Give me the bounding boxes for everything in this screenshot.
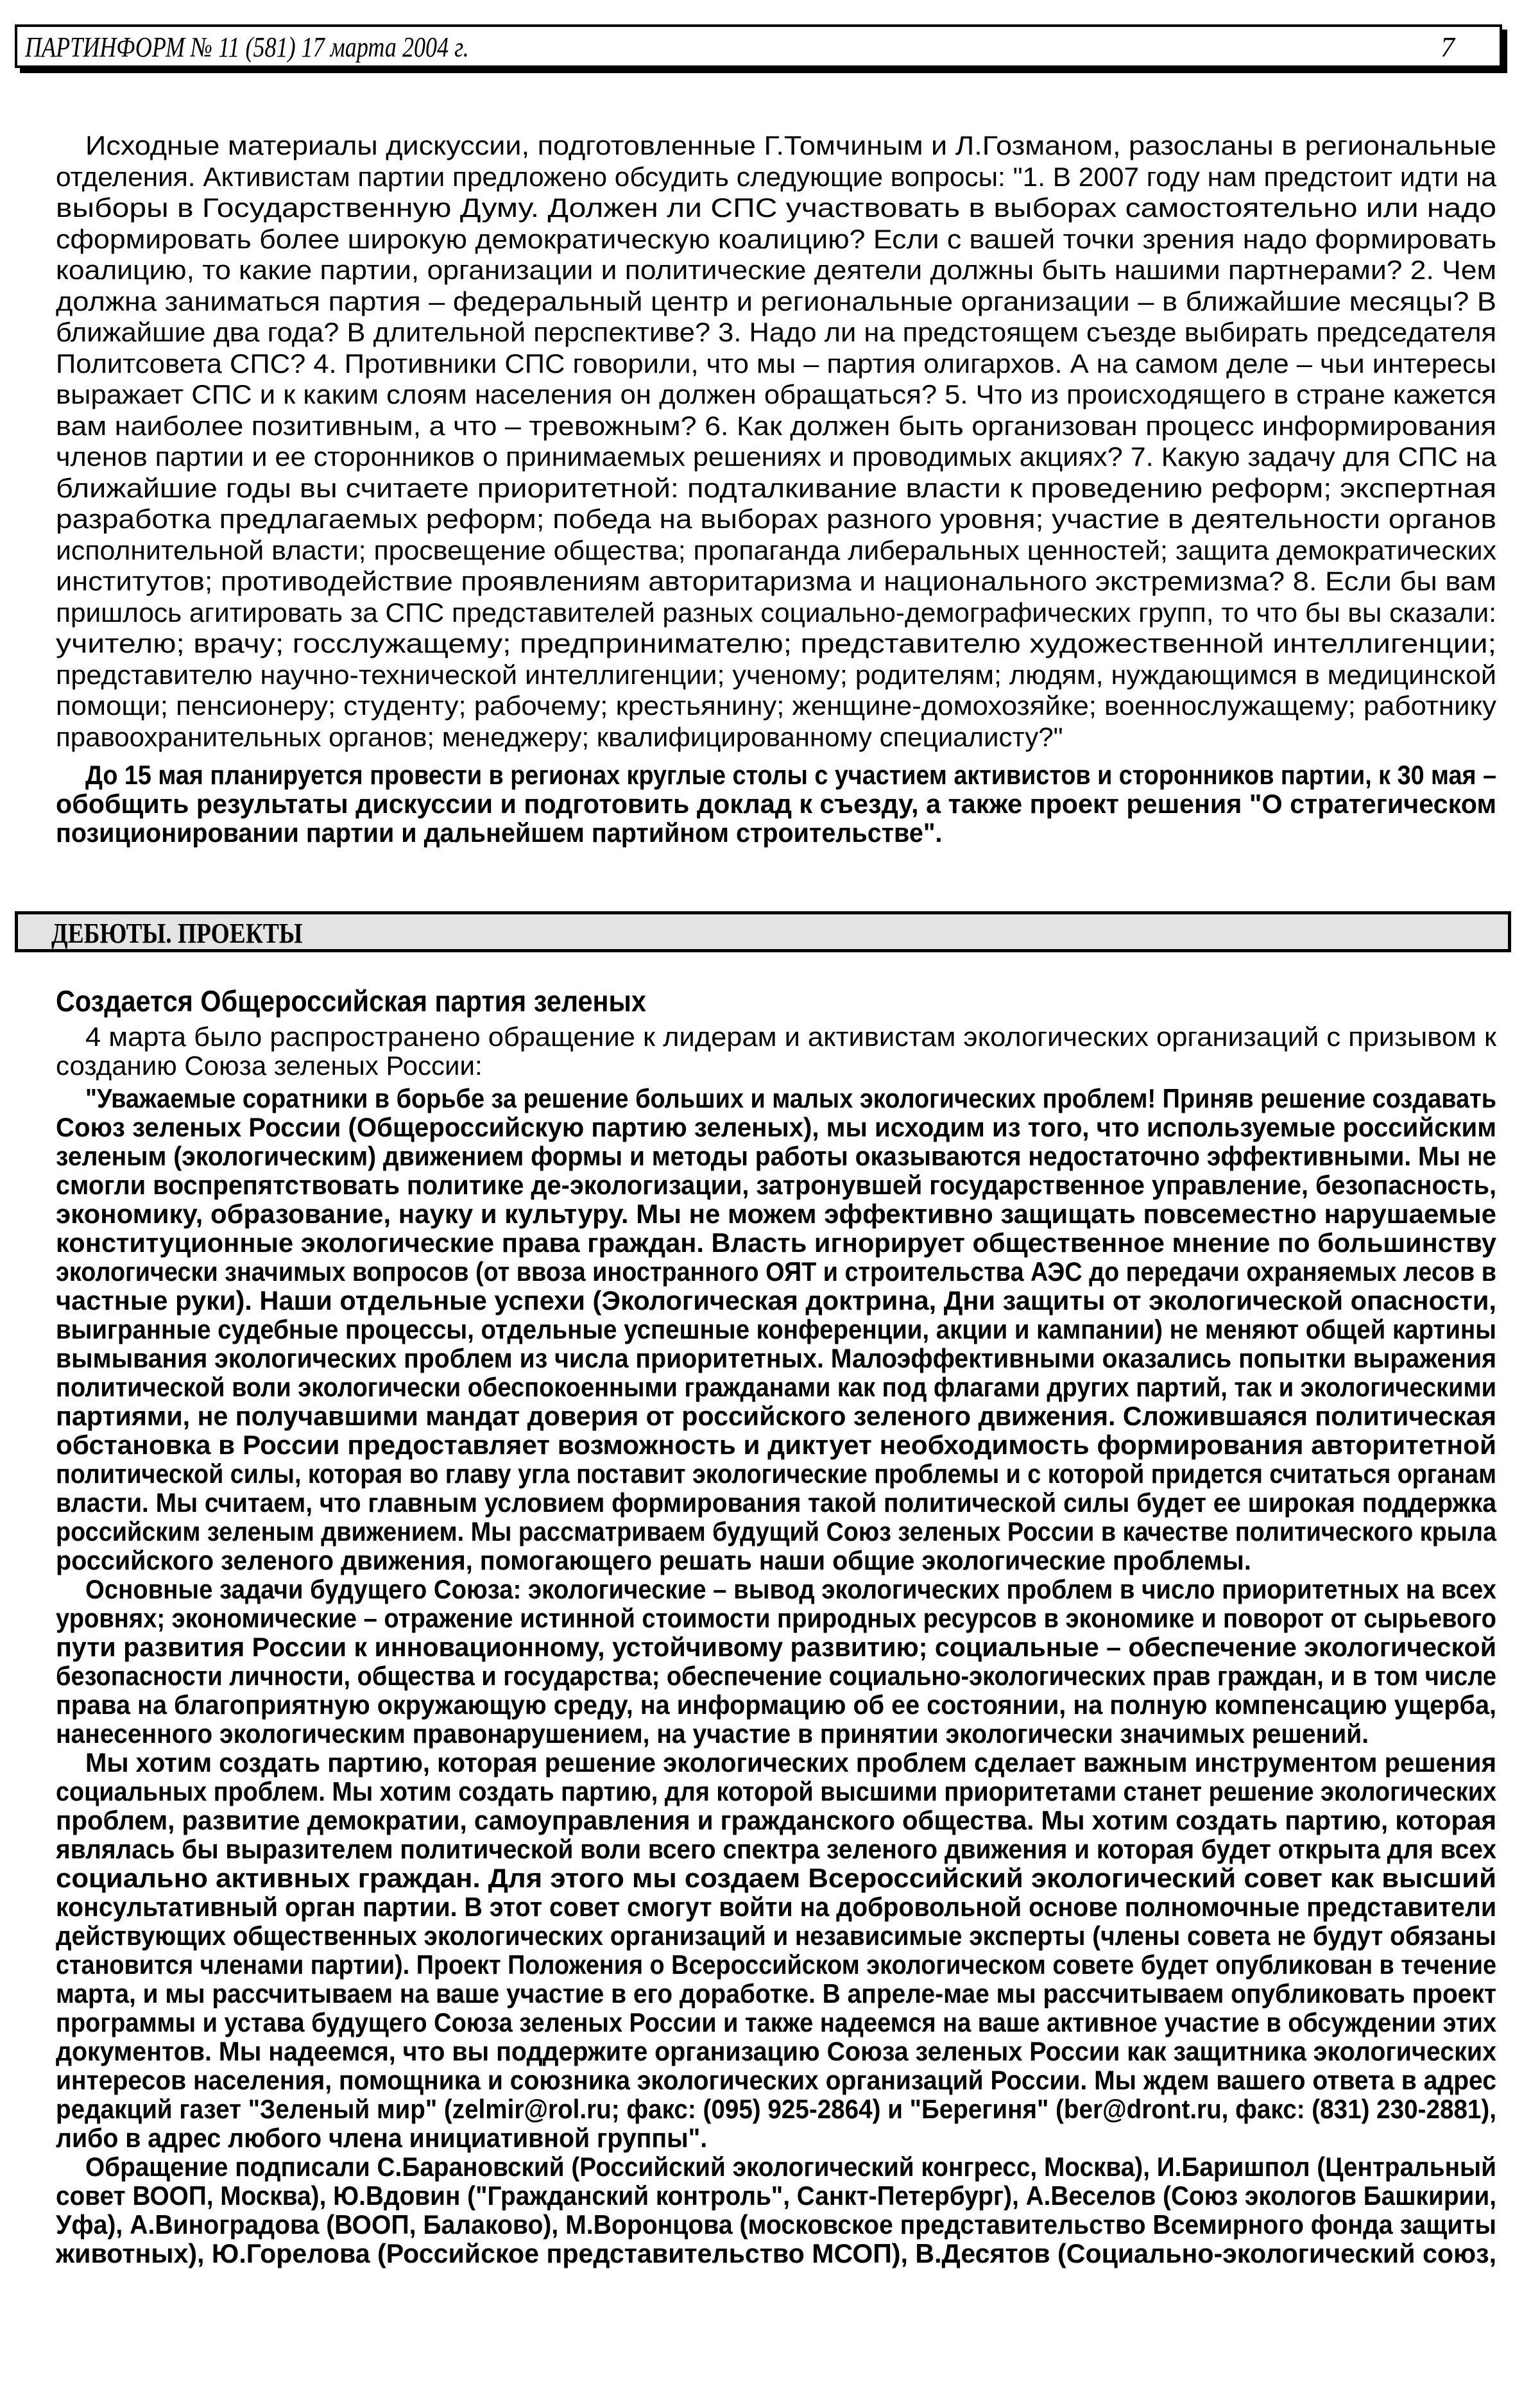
text-line bbox=[56, 504, 1496, 535]
text-line bbox=[56, 1022, 1496, 1051]
text-line-content: власти. Мы считаем, что главным условием формирования такой политической силы будет ее широкая поддержка bbox=[56, 1487, 1496, 1518]
text-line-content: должна заниматься партия – федеральный центр и региональные организации – в ближайшие месяцы? В bbox=[56, 286, 1496, 316]
text-line-content: программы и устава будущего Союза зеленых России и также надеемся на ваше активное участие в обсуждении этих bbox=[56, 2007, 1496, 2037]
text-line bbox=[56, 2152, 1496, 2181]
text-line bbox=[56, 1546, 1496, 1575]
text-line-content: конституционные экологические права граждан. Власть игнорирует общественное мнение по большинству bbox=[56, 1228, 1496, 1258]
text-line-content: становится членами партии). Проект Положения о Всероссийском экологическом совете будет опубликован в течение bbox=[56, 1949, 1496, 1980]
text-line-content: обстановка в России предоставляет возможность и диктует необходимость формирования авторитетной bbox=[56, 1430, 1496, 1460]
article-body bbox=[56, 1084, 1496, 2268]
discussion-paragraph bbox=[56, 130, 1496, 753]
text-line bbox=[56, 2037, 1496, 2066]
text-line-content: "Уважаемые соратники в борьбе за решение больших и малых экологических проблем! Приняв решение создавать bbox=[85, 1083, 1496, 1113]
text-line bbox=[56, 628, 1496, 660]
text-line bbox=[56, 760, 1496, 789]
text-line-content: вымывания экологических проблем из числа приоритетных. Малоэффективными оказались попытки выражения bbox=[56, 1343, 1496, 1373]
text-line-content: 4 марта было распространено обращение к лидерам и активистам экологических организаций с призывом к bbox=[85, 1022, 1496, 1052]
text-line bbox=[56, 2008, 1496, 2037]
text-line bbox=[56, 441, 1496, 473]
text-line-content: Обращение подписали С.Барановский (Российский экологический конгресс, Москва), И.Баришпол (Центральный bbox=[85, 2152, 1496, 2182]
article-title: Создается Общероссийская партия зеленых bbox=[56, 984, 646, 1018]
text-line bbox=[56, 789, 1496, 818]
text-line-content: пришлось агитировать за СПС представителей разных социально-демографических групп, то что бы вы сказали: bbox=[56, 597, 1496, 628]
paragraph bbox=[56, 130, 1496, 753]
text-line bbox=[56, 1835, 1496, 1864]
paragraph bbox=[56, 1022, 1496, 1080]
text-line-content: Союз зеленых России (Общероссийскую партию зеленых), мы исходим из того, что используемые российским bbox=[56, 1112, 1496, 1142]
section-heading: ДЕБЮТЫ. ПРОЕКТЫ bbox=[51, 918, 303, 949]
text-line bbox=[56, 1488, 1496, 1517]
paragraph bbox=[56, 1748, 1496, 2152]
plan-paragraph bbox=[56, 760, 1496, 847]
text-line bbox=[56, 690, 1496, 722]
text-line-content: политической силы, которая во главу угла поставит экологические проблемы и с которой придется считаться органам bbox=[56, 1459, 1496, 1489]
text-line bbox=[56, 1777, 1496, 1806]
text-line bbox=[56, 2123, 1496, 2152]
text-line-content: Исходные материалы дискуссии, подготовленные Г.Томчиным и Л.Гозманом, разосланы в региональные bbox=[85, 130, 1496, 160]
text-line bbox=[56, 1921, 1496, 1950]
text-line-content: российским зеленым движением. Мы рассматриваем будущий Союз зеленых России в качестве политического крыла bbox=[56, 1516, 1496, 1547]
text-line-content: социально активных граждан. Для этого мы создаем Всероссийский экологический совет как высший bbox=[56, 1863, 1496, 1893]
text-line bbox=[56, 2210, 1496, 2239]
text-line bbox=[56, 1051, 1496, 1080]
text-line bbox=[56, 566, 1496, 597]
text-line bbox=[56, 1517, 1496, 1546]
text-line-content: обобщить результаты дискуссии и подготовить доклад к съезду, а также проект решения "О стратегическом bbox=[56, 789, 1496, 819]
text-line bbox=[56, 1113, 1496, 1142]
text-line-content: ближайшие два года? В длительной перспективе? 3. Надо ли на предстоящем съезде выбирать председателя bbox=[56, 317, 1496, 347]
text-line bbox=[56, 1430, 1496, 1459]
page-header bbox=[15, 24, 1502, 68]
text-line bbox=[56, 348, 1496, 380]
text-line bbox=[56, 1604, 1496, 1632]
text-line bbox=[56, 1690, 1496, 1719]
text-line-content: Мы хотим создать партию, которая решение экологических проблем сделает важным инструментом решения bbox=[85, 1747, 1496, 1778]
text-line bbox=[56, 2095, 1496, 2123]
text-line-content: представителю научно-технической интеллигенции; ученому; родителям; людям, нуждающимся в медицинской bbox=[56, 659, 1496, 690]
text-line bbox=[56, 1199, 1496, 1228]
paragraph bbox=[56, 760, 1496, 847]
text-line-content: вам наиболее позитивным, а что – тревожным? 6. Как должен быть организован процесс информирования bbox=[56, 410, 1496, 441]
paragraph bbox=[56, 1084, 1496, 1575]
text-line-content: институтов; противодействие проявлениям авторитаризма и национального экстремизма? 8. Если бы вам bbox=[56, 566, 1496, 596]
text-line bbox=[56, 818, 1496, 847]
text-line bbox=[56, 1142, 1496, 1170]
text-line-content: проблем, развитие демократии, самоуправления и гражданского общества. Мы хотим создать партию, которая bbox=[56, 1805, 1496, 1835]
article-lead bbox=[56, 1022, 1496, 1080]
text-line bbox=[56, 722, 1496, 753]
text-line-content: либо в адрес любого члена инициативной группы". bbox=[56, 2123, 708, 2153]
text-line-content: членов партии и ее сторонников о принимаемых решениях и проводимых акциях? 7. Какую задачу для СПС на bbox=[56, 441, 1496, 472]
text-line-content: смогли воспрепятствовать политике де-экологизации, затронувшей государственное управление, безопасность, bbox=[56, 1170, 1496, 1200]
text-line-content: помощи; пенсионеру; студенту; рабочему; крестьянину; женщине-домохозяйке; военнослужащему; работнику bbox=[56, 690, 1497, 721]
text-line-content: коалицию, то какие партии, организации и политические деятели должны быть нашими партнерами? 2. Чем bbox=[56, 255, 1496, 285]
text-line-content: правоохранительных органов; менеджеру; квалифицированному специалисту?" bbox=[56, 721, 1063, 752]
text-line bbox=[56, 286, 1496, 318]
text-line-content: До 15 мая планируется провести в регионах круглые столы с участием активистов и сторонников партии, к 30 мая – bbox=[85, 760, 1496, 790]
text-line bbox=[56, 1632, 1496, 1661]
text-line-content: частные руки). Наши отдельные успехи (Экологическая доктрина, Дни защиты от экологической опасности, bbox=[56, 1285, 1496, 1315]
page-number: 7 bbox=[1441, 31, 1455, 63]
text-line bbox=[56, 1806, 1496, 1835]
text-line-content: ближайшие годы вы считаете приоритетной: подталкивание власти к проведению реформ; экспертная bbox=[56, 472, 1496, 503]
text-line-content: разработка предлагаемых реформ; победа на выборах разного уровня; участие в деятельности органов bbox=[56, 504, 1496, 534]
text-line-content: права на благоприятную окружающую среду, на информацию об ее состоянии, на полную компенсацию ущерба, bbox=[56, 1690, 1496, 1720]
text-line-content: российского зеленого движения, помогающего решать наши общие экологические проблемы. bbox=[56, 1545, 1251, 1575]
text-line bbox=[56, 1719, 1496, 1748]
text-line-content: интересов населения, помощника и союзника экологических организаций России. Мы ждем вашего ответа в адрес bbox=[56, 2065, 1496, 2095]
text-line bbox=[56, 2066, 1496, 2095]
text-line bbox=[56, 2239, 1496, 2268]
text-line-content: уровнях; экономические – отражение истинной стоимости природных ресурсов в экономике и поворот от сырьевого bbox=[56, 1603, 1496, 1633]
text-line bbox=[56, 660, 1496, 691]
text-line-content: социальных проблем. Мы хотим создать партию, для которой высшими приоритетами станет решение экологических bbox=[56, 1776, 1496, 1806]
text-line bbox=[56, 1950, 1496, 1979]
text-line-content: Основные задачи будущего Союза: экологические – вывод экологических проблем в число приоритетных на всех bbox=[85, 1574, 1496, 1604]
text-line bbox=[56, 1892, 1496, 1921]
text-line-content: консультативный орган партии. В этот совет смогут войти на добровольной основе полномочные представители bbox=[56, 1892, 1496, 1922]
text-line-content: партиями, не получавшими мандат доверия от российского зеленого движения. Сложившаяся политическая bbox=[56, 1401, 1496, 1431]
text-line-content: зеленым (экологическим) движением формы и методы работы оказываются недостаточно эффективными. Мы не bbox=[56, 1141, 1496, 1171]
text-line-content: выборы в Государственную Думу. Должен ли СПС участвовать в выборах самостоятельно или надо bbox=[56, 193, 1496, 223]
text-line-content: безопасности личности, общества и государства; обеспечение социально-экологических прав граждан, и в том числе bbox=[56, 1661, 1496, 1691]
text-line-content: Политсовета СПС? 4. Противники СПС говорили, что мы – партия олигархов. А на самом деле – чьи интересы bbox=[56, 348, 1496, 379]
text-line bbox=[56, 1864, 1496, 1892]
text-line-content: отделения. Активистам партии предложено обсудить следующие вопросы: "1. В 2007 году нам предстоит идти на bbox=[56, 161, 1496, 192]
text-line-content: марта, и мы рассчитываем на ваше участие в его доработке. В апреле-мае мы рассчитываем опубликовать проект bbox=[56, 1978, 1496, 2009]
text-line bbox=[56, 130, 1496, 162]
text-line-content: Уфа), А.Виноградова (ВООП, Балаково), М.Воронцова (московское представительство Всемирного фонда защиты bbox=[56, 2209, 1496, 2240]
text-line bbox=[56, 1084, 1496, 1113]
text-line bbox=[56, 1228, 1496, 1257]
text-line bbox=[56, 193, 1496, 224]
text-line-content: исполнительной власти; просвещение общества; пропаганда либеральных ценностей; защита демократических bbox=[56, 535, 1496, 565]
text-line-content: выражает СПС и к каким слоям населения он должен обращаться? 5. Что из происходящего в стране кажется bbox=[56, 379, 1496, 409]
text-line bbox=[56, 1344, 1496, 1373]
text-line-content: пути развития России к инновационному, устойчивому развитию; социальные – обеспечение экологической bbox=[56, 1632, 1496, 1662]
text-line bbox=[56, 1401, 1496, 1430]
text-line-content: учителю; врачу; госслужащему; предпринимателю; представителю художественной интеллигенции; bbox=[56, 628, 1496, 658]
text-line-content: документов. Мы надеемся, что вы поддержите организацию Союза зеленых России как защитника экологических bbox=[56, 2036, 1496, 2066]
publication-title: ПАРТИНФОРМ № 11 (581) 17 марта 2004 г. bbox=[25, 31, 469, 63]
text-line bbox=[56, 1170, 1496, 1199]
text-line bbox=[56, 1459, 1496, 1488]
text-line-content: позиционировании партии и дальнейшем партийном строительстве". bbox=[56, 818, 943, 848]
text-line-content: животных), Ю.Горелова (Российское представительство МСОП), В.Десятов (Социально-экологический союз, bbox=[56, 2238, 1496, 2268]
text-line bbox=[56, 1286, 1496, 1315]
text-line bbox=[56, 1661, 1496, 1690]
text-line bbox=[56, 473, 1496, 504]
text-line bbox=[56, 1979, 1496, 2008]
text-line-content: редакций газет "Зеленый мир" (zelmir@rol.ru; факс: (095) 925-2864) и "Берегиня" (ber@dront.ru, факс: (831) 230-2881), bbox=[56, 2094, 1496, 2124]
text-line bbox=[56, 411, 1496, 442]
section-heading-bar bbox=[15, 911, 1511, 952]
text-line bbox=[56, 1575, 1496, 1604]
text-line bbox=[56, 162, 1496, 193]
text-line-content: выигранные судебные процессы, отдельные успешные конференции, акции и кампании) не меняют общей картины bbox=[56, 1314, 1496, 1344]
text-line-content: сформировать более широкую демократическую коалицию? Если с вашей точки зрения надо формировать bbox=[56, 223, 1496, 254]
paragraph bbox=[56, 2152, 1496, 2268]
text-line bbox=[56, 1315, 1496, 1344]
text-line bbox=[56, 2181, 1496, 2210]
text-line-content: являлась бы выразителем политической воли всего спектра зеленого движения и которая будет открыта для всех bbox=[56, 1834, 1496, 1864]
text-line bbox=[56, 379, 1496, 411]
text-line bbox=[56, 1748, 1496, 1777]
text-line bbox=[56, 1257, 1496, 1286]
text-line bbox=[56, 224, 1496, 255]
text-line bbox=[56, 317, 1496, 348]
text-line-content: экологически значимых вопросов (от ввоза иностранного ОЯТ и строительства АЭС до передачи охраняемых лесов в bbox=[56, 1256, 1496, 1287]
text-line-content: нанесенного экологическим правонарушением, на участие в принятии экологически значимых решений. bbox=[56, 1718, 1369, 1749]
text-line bbox=[56, 1373, 1496, 1401]
text-line bbox=[56, 535, 1496, 567]
text-line bbox=[56, 597, 1496, 629]
text-line-content: экономику, образование, науку и культуру. Мы не можем эффективно защищать повсеместно нарушаемые bbox=[56, 1199, 1496, 1229]
text-line bbox=[56, 255, 1496, 286]
text-line-content: действующих общественных экологических организаций и независимые эксперты (члены совета не будут обязаны bbox=[56, 1921, 1496, 1951]
text-line-content: политической воли экологически обеспокоенными гражданами как под флагами других партий, так и экологическими bbox=[56, 1372, 1496, 1402]
text-line-content: совет ВООП, Москва), Ю.Вдовин ("Гражданский контроль", Санкт-Петербург), А.Веселов (Союз экологов Башкирии, bbox=[56, 2181, 1496, 2211]
paragraph bbox=[56, 1575, 1496, 1748]
text-line-content: созданию Союза зеленых России: bbox=[56, 1050, 483, 1081]
